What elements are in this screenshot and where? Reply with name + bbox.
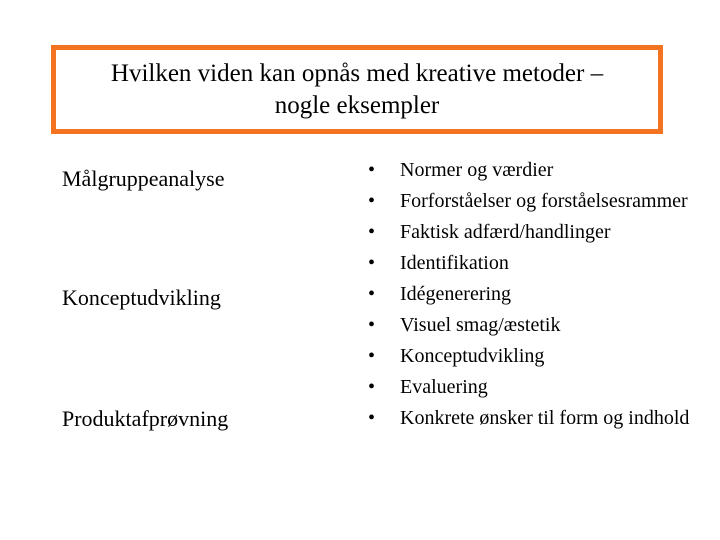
bullet-item [368, 312, 708, 338]
left-item-produktafproevning: Produktafprøvning [62, 406, 229, 431]
bullet-item [368, 250, 708, 276]
bullet-text: Konceptudvikling [400, 345, 545, 367]
bullet-item [368, 281, 708, 307]
slide-title-line-2: nogle eksempler [274, 91, 440, 119]
bullet-dot: • [368, 407, 376, 429]
bullet-dot: • [368, 283, 376, 305]
bullet-text: Identifikation [400, 252, 509, 274]
bullet-item [368, 374, 708, 400]
bullet-text: Faktisk adfærd/handlinger [400, 221, 611, 243]
bullet-text: Visuel smag/æstetik [400, 314, 561, 336]
left-item-maalgruppeanalyse: Målgruppeanalyse [62, 166, 225, 191]
bullet-item [368, 219, 708, 245]
bullet-dot: • [368, 376, 376, 398]
bullet-dot: • [368, 159, 376, 181]
bullet-item [368, 188, 708, 214]
bullet-dot: • [368, 221, 376, 243]
bullet-item [368, 343, 708, 369]
bullet-dot: • [368, 314, 376, 336]
bullet-dot: • [368, 252, 376, 274]
title-box [51, 45, 663, 134]
bullet-text: Konkrete ønsker til form og indhold [400, 407, 690, 429]
left-item-konceptudvikling: Konceptudvikling [62, 285, 221, 310]
bullet-text: Forforståelser og forståelsesrammer [400, 190, 688, 212]
bullet-item [368, 157, 708, 183]
bullet-item [368, 405, 708, 431]
bullet-text: Evaluering [400, 376, 488, 398]
slide-title-line-1: Hvilken viden kan opnås med kreative metoder – [110, 59, 604, 87]
bullet-text: Normer og værdier [400, 159, 554, 181]
bullet-dot: • [368, 345, 376, 367]
bullet-text: Idégenerering [400, 283, 512, 305]
bullet-list [368, 157, 708, 436]
bullet-dot: • [368, 190, 376, 212]
